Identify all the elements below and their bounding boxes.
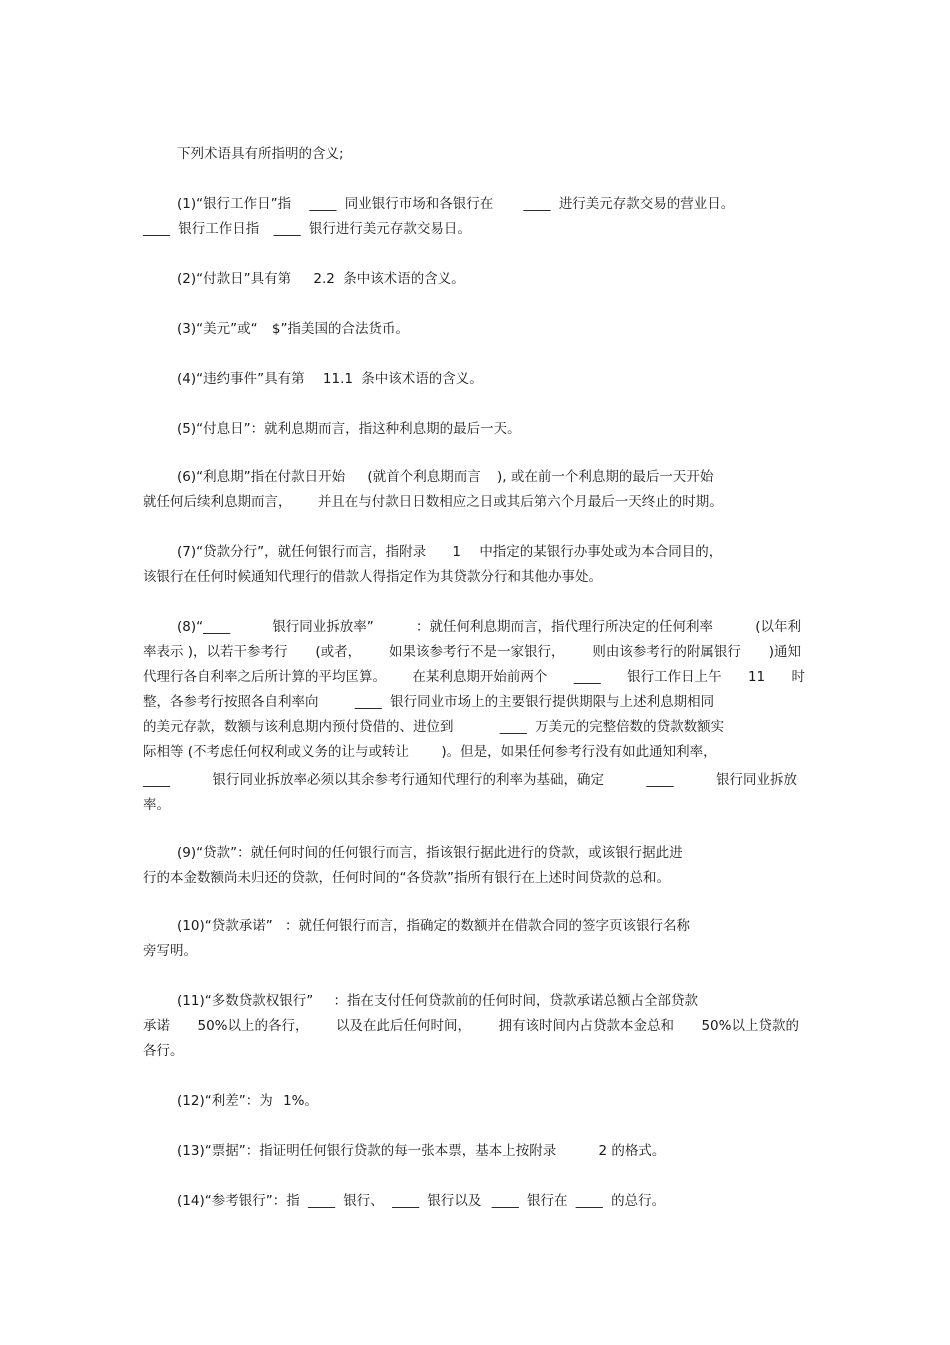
term-8-line-2 [143,642,801,662]
text: 如果该参考行不是一家银行， [389,644,565,660]
text: 条中该术语的含义。 [343,271,465,287]
text: (12)“利差”：为 [177,1093,273,1109]
term-10-line-1 [177,916,690,936]
text: 条中该术语的含义。 [361,371,483,387]
text: 代理行各自利率之后所计算的平均匡算。 [143,669,386,685]
text: 中指定的某银行办事处或为本合同目的， [479,544,723,560]
term-6-line-2 [143,492,723,512]
term-8-line-3 [143,667,805,687]
term-11-line-1 [177,991,698,1011]
text: 2 的格式。 [598,1143,666,1159]
text: ：指在支付任何贷款前的任何时间，贷款承诺总额占全部贷款 [333,993,698,1009]
text: 该银行在任何时候通知代理行的借款人得指定作为其贷款分行和其他办事处。 [143,569,602,585]
intro-paragraph [177,144,344,164]
blank: ____ [523,196,551,212]
text: 并且在与付款日日数相应之日或其后第六个月最后一天终止的时期。 [317,494,723,510]
blank: ____ [308,1193,335,1209]
term-8-line-1 [177,617,801,637]
text: 50%以上的各行， [197,1018,309,1034]
text: 在某利息期开始前两个 [412,669,548,685]
text: 承诺 [143,1018,170,1034]
term-11-line-3 [143,1041,184,1061]
text: 银行工作日指 [178,221,260,237]
text: 行的本金数额尚未归还的贷款，任何时间的“各贷款”指所有银行在上述时间贷款的总和。 [143,870,670,886]
text: 率表示 )，以若干参考行 [143,644,288,660]
term-9-line-1 [177,843,683,863]
term-1-line-1 [177,194,734,214]
text: 银行同业拆放率必须以其余参考行通知代理行的利率为基础，确定 [212,772,604,788]
text: )。但是，如果任何参考行没有如此通知利率， [441,744,717,760]
term-10-line-2 [143,941,197,961]
text: 银行进行美元存款交易日。 [308,221,471,237]
text: 银行同业市场上的主要银行提供期限与上述利息期相同 [390,694,715,710]
text: 银行工作日上午 [627,669,722,685]
text: 际相等 (不考虑任何权利或义务的让与或转让 [143,744,410,760]
text: )通知 [768,644,801,660]
text: 整，各参考行按照各自利率向 [143,694,319,710]
text: ：就任何利息期而言，指代理行所决定的任何利率 [416,619,713,635]
text: (4)“违约事件”具有第 [177,371,305,387]
intro-text: 下列术语具有所指明的含义; [177,146,344,162]
blank: ____ [499,719,527,735]
term-8-line-4 [143,692,714,712]
term-9-line-2 [143,868,670,888]
blank: ____ [392,1193,420,1209]
text: (就首个利息期而言 [367,469,481,485]
text: 11 [747,669,766,685]
text: 就任何后续利息期而言， [143,494,292,510]
text: (13)“票据”：指证明任何银行贷款的每一张本票，基本上按附录 [177,1143,557,1159]
blank: ____ [575,1193,603,1209]
term-12 [177,1091,318,1111]
text: 银行、 [343,1193,384,1209]
term-2 [177,269,465,289]
text: 同业银行市场和各银行在 [344,196,494,212]
text: (8)“____ [177,619,231,635]
text: 以及在此后任何时间， [335,1018,471,1034]
text: 万美元的完整倍数的贷款数额实 [535,719,725,735]
text: 1 [452,544,462,560]
term-8-line-7 [143,770,797,790]
text: 11.1 [322,371,353,387]
text: (7)“贷款分行”，就任何银行而言，指附录 [177,544,427,560]
term-13 [177,1141,665,1161]
text: ), 或在前一个利息期的最后一天开始 [497,469,714,485]
blank: ____ [143,221,170,237]
term-14 [177,1191,665,1211]
term-8-line-8 [143,795,170,815]
blank: ____ [143,772,170,788]
term-4 [177,369,483,389]
text: (9)“贷款”：就任何时间的任何银行而言，指该银行据此进行的贷款，或该银行据此进 [177,845,683,861]
text: (3)“美元”或“ [177,321,258,337]
text: 1%。 [283,1093,318,1109]
text: ：就任何银行而言，指确定的数额并在借款合同的签字页该银行名称 [285,918,690,934]
text: 银行同业拆放 [716,772,797,788]
text: (11)“多数贷款权银行” [177,993,314,1009]
text: (14)“参考银行”：指 [177,1193,300,1209]
text: 时 [791,669,805,685]
term-7-line-2 [143,567,602,587]
text: (10)“贷款承诺” [177,918,273,934]
term-11-line-2 [143,1016,799,1036]
text: (5)“付息日”：就利息期而言，指这种利息期的最后一天。 [177,421,521,437]
text: 率。 [143,797,170,813]
text: 的总行。 [611,1193,666,1209]
text: (1)“银行工作日”指 [177,196,292,212]
text: 各行。 [143,1043,184,1059]
text: 银行以及 [427,1193,482,1209]
blank: ____ [354,694,382,710]
term-8-line-6 [143,742,717,762]
blank: ____ [273,221,301,237]
blank: ____ [309,196,337,212]
text: 进行美元存款交易的营业日。 [558,196,735,212]
blank: ____ [491,1193,519,1209]
text: (或者， [315,644,362,660]
text: $”指美国的合法货币。 [271,321,409,337]
term-1-line-2 [143,219,471,239]
term-5 [177,419,521,439]
text: (以年利 [755,619,801,635]
blank: ____ [646,772,674,788]
text: 拥有该时间内占贷款本金总和 [498,1018,674,1034]
text: 则由该参考行的附属银行 [592,644,741,660]
text: 银行同业拆放率” [272,619,374,635]
blank: ____ [573,669,601,685]
term-6-line-1 [177,467,713,487]
term-8-line-5 [143,717,724,737]
text: (2)“付款日”具有第 [177,271,292,287]
text: 2.2 [313,271,335,287]
term-3 [177,319,409,339]
text: 50%以上贷款的 [701,1018,799,1034]
text: 银行在 [526,1193,568,1209]
text: 的美元存款，数额与该利息期内预付贷借的、进位到 [143,719,454,735]
text: 旁写明。 [143,943,197,959]
text: (6)“利息期”指在付款日开始 [177,469,346,485]
term-7-line-1 [177,542,722,562]
